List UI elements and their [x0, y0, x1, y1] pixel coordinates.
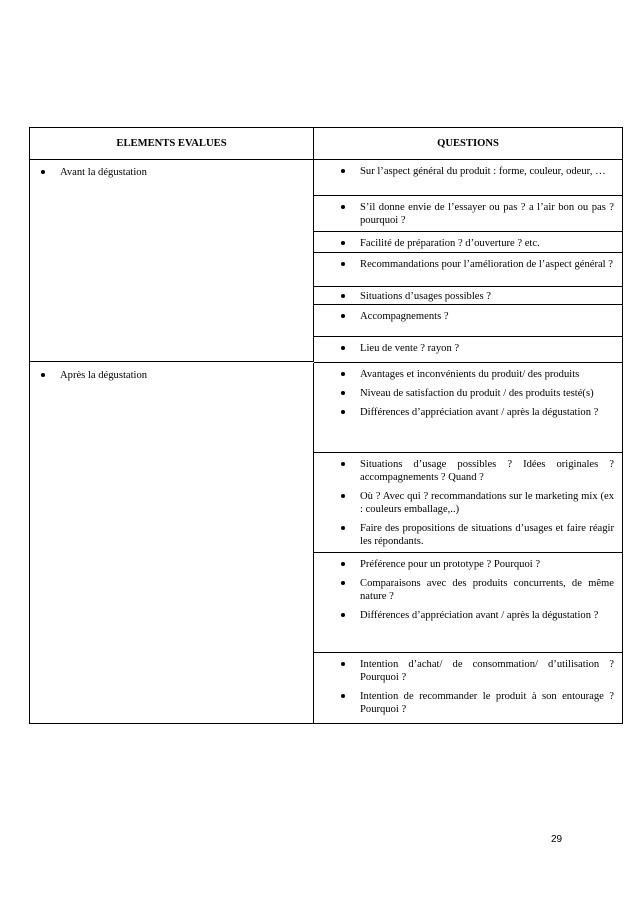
bullet-icon: [341, 169, 345, 173]
bullet-icon: [341, 694, 345, 698]
question-group: [314, 160, 622, 196]
table-header-row: [30, 128, 623, 160]
question-item: Intention d’achat/ de consommation/ d’utilisation ? Pourquoi ?: [314, 655, 622, 687]
question-group: [314, 232, 622, 253]
element-label: Après la dégustation: [60, 370, 148, 381]
question-item: Comparaisons avec des produits concurrents, de même nature ?: [314, 574, 622, 606]
question-item: S’il donne envie de l’essayer ou pas ? a l’air bon ou pas ? pourquoi ?: [314, 198, 622, 230]
question-item: Accompagnements ?: [314, 307, 622, 326]
question-group: [314, 287, 622, 305]
question-item: Facilité de préparation ? d’ouverture ? etc.: [314, 234, 622, 253]
question-item: Situations d’usages possibles ?: [314, 289, 622, 306]
questions-cell: [314, 363, 623, 724]
bullet-icon: [341, 581, 345, 585]
bullet-icon: [341, 294, 345, 298]
bullet-icon: [341, 613, 345, 617]
header-elements-evalues: ELEMENTS EVALUES: [30, 128, 314, 160]
bullet-icon: [341, 410, 345, 414]
bullet-icon: [341, 494, 345, 498]
bullet-icon: [341, 241, 345, 245]
question-item: Lieu de vente ? rayon ?: [314, 339, 622, 358]
table-section-avant: [30, 160, 623, 362]
question-item: Avantages et inconvénients du produit/ des produits: [314, 365, 622, 384]
page-number: 29: [551, 834, 563, 845]
header-questions: QUESTIONS: [314, 128, 623, 160]
bullet-icon: [41, 170, 45, 174]
bullet-icon: [341, 314, 345, 318]
questions-cell: [314, 160, 623, 362]
bullet-icon: [341, 205, 345, 209]
question-group: [314, 363, 622, 453]
question-item: Sur l’aspect général du produit : forme, couleur, odeur, …: [314, 162, 622, 181]
element-cell: [30, 363, 314, 724]
question-group: [314, 553, 622, 653]
question-item: Situations d’usage possibles ? Idées originales ? accompagnements ? Quand ?: [314, 455, 622, 487]
bullet-icon: [41, 373, 45, 377]
question-group: [314, 305, 622, 337]
element-cell: [30, 160, 314, 362]
bullet-icon: [341, 262, 345, 266]
question-item: Différences d’appréciation avant / après la dégustation ?: [314, 403, 622, 422]
question-item: Niveau de satisfaction du produit / des produits testé(s): [314, 384, 622, 403]
table-section-apres: [30, 363, 623, 724]
bullet-icon: [341, 662, 345, 666]
question-item: Faire des propositions de situations d’usages et faire réagir les répondants.: [314, 519, 622, 551]
question-group: [314, 196, 622, 232]
question-item: Préférence pour un prototype ? Pourquoi ?: [314, 555, 622, 574]
bullet-icon: [341, 346, 345, 350]
question-group: [314, 253, 622, 287]
question-group: [314, 337, 622, 362]
question-item: Recommandations pour l’amélioration de l’aspect général ?: [314, 255, 622, 274]
question-group: [314, 453, 622, 553]
element-label: Avant la dégustation: [60, 167, 147, 178]
bullet-icon: [341, 526, 345, 530]
question-item: Où ? Avec qui ? recommandations sur le marketing mix (ex : couleurs emballage,..): [314, 487, 622, 519]
evaluation-table: [29, 127, 623, 724]
bullet-icon: [341, 462, 345, 466]
bullet-icon: [341, 562, 345, 566]
bullet-icon: [341, 372, 345, 376]
question-item: Différences d’appréciation avant / après la dégustation ?: [314, 606, 622, 625]
bullet-icon: [341, 391, 345, 395]
question-group: [314, 653, 622, 724]
question-item: Intention de recommander le produit à son entourage ? Pourquoi ?: [314, 687, 622, 719]
